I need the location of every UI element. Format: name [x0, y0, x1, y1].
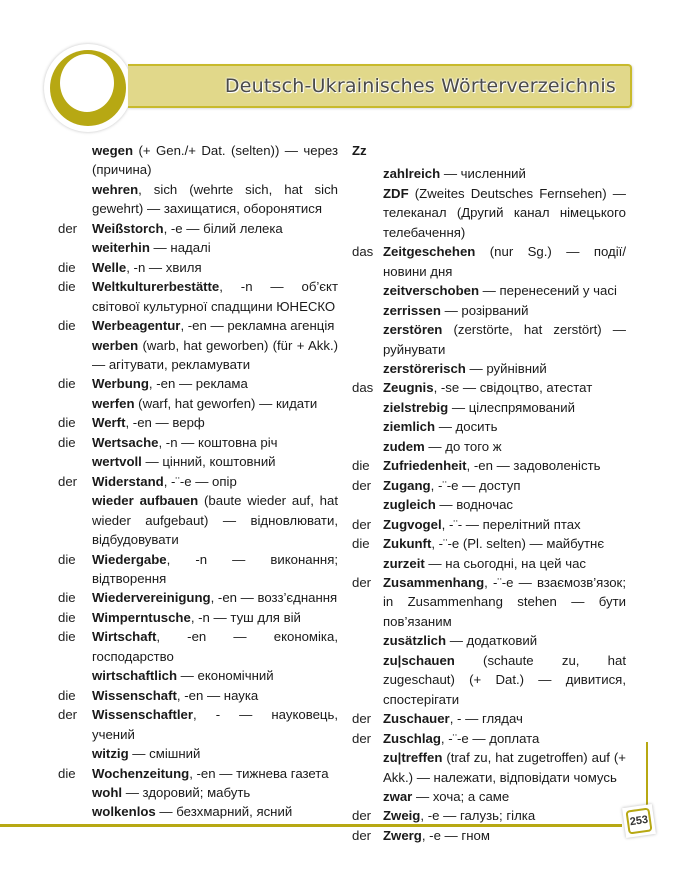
entry-headword: Werbung	[92, 376, 149, 392]
entry-article	[58, 744, 92, 763]
entry-article: der	[58, 707, 78, 723]
dictionary-entry	[58, 744, 338, 763]
dictionary-entry	[352, 826, 626, 845]
entry-body	[92, 374, 338, 393]
entry-body	[383, 554, 626, 573]
dictionary-entry	[352, 184, 626, 242]
entry-headword: zudem	[383, 438, 425, 454]
entry-body	[383, 456, 626, 475]
dictionary-entry	[58, 491, 338, 549]
entry-body	[383, 417, 626, 436]
entry-article	[58, 452, 92, 471]
entry-body	[92, 472, 338, 491]
entry-headword: Weltkulturerbestätte	[92, 279, 220, 295]
entry-body	[92, 141, 338, 180]
entry-headword: wegen	[92, 143, 134, 158]
entry-body	[383, 184, 626, 242]
entry-headword: Wertsache	[92, 434, 159, 450]
entry-article	[352, 631, 383, 650]
entry-definition: , -¨- — перелітний птах	[441, 516, 581, 532]
entry-definition: , - — глядач	[449, 711, 523, 727]
entry-headword: Zeugnis	[383, 380, 434, 396]
entry-body	[92, 238, 338, 257]
entry-article: die	[58, 687, 76, 703]
entry-definition: — додатковий	[446, 633, 538, 649]
entry-article	[58, 141, 92, 180]
entry-definition: , -se — свідоцтво, атестат	[433, 380, 593, 396]
dictionary-entry	[352, 281, 626, 300]
right-column	[352, 141, 626, 845]
entry-definition: , sich (wehrte sich, hat sich gewehrt) — захищатися, оборонятися	[92, 181, 338, 217]
entry-headword: Werft	[92, 415, 126, 431]
entry-body	[92, 394, 338, 413]
entry-article	[58, 238, 92, 257]
entry-headword: Zusammenhang	[383, 574, 485, 590]
entry-headword: Werbeagentur	[92, 318, 181, 334]
entry-headword: Wissenschaft	[92, 687, 177, 703]
dictionary-entry	[352, 320, 626, 359]
entry-definition: (Zweites Deutsches Fernsehen) — телеканал (Другий канал німецького телебачення)	[383, 185, 626, 240]
entry-definition: — цілеспрямований	[448, 399, 575, 415]
entry-definition: , -en — возз’єднання	[210, 590, 338, 606]
entry-body	[92, 627, 338, 666]
entry-body	[383, 534, 626, 553]
entry-article: die	[58, 318, 76, 334]
entry-headword: Weißstorch	[92, 220, 164, 236]
entry-body	[383, 281, 626, 300]
entry-definition: , -en — наука	[176, 687, 259, 703]
entry-definition: (schaute zu, hat zugeschaut) (+ Dat.) — дивитися, спостерігати	[383, 652, 626, 707]
dictionary-entry	[352, 359, 626, 378]
dictionary-entry	[58, 336, 338, 375]
dictionary-entry	[58, 686, 338, 705]
entry-definition: , -¨-e — взаємозв’язок; in Zusammenhang stehen — бути пов’язаним	[383, 574, 626, 629]
dictionary-entry	[352, 242, 626, 281]
entry-article: das	[352, 244, 374, 260]
entry-body	[383, 320, 626, 359]
entry-definition: , -n — коштовна річ	[158, 434, 278, 450]
entry-article	[352, 398, 383, 417]
dictionary-entry	[352, 748, 626, 787]
entry-headword: ZDF	[383, 185, 409, 201]
entry-article	[352, 281, 383, 300]
entry-headword: werben	[92, 337, 139, 353]
entry-headword: zerrissen	[383, 302, 441, 318]
entry-definition: , -¨-e — доступ	[430, 477, 521, 493]
entry-body	[92, 666, 338, 685]
entry-definition: — цінний, коштовний	[141, 454, 276, 470]
entry-headword: Zwerg	[383, 827, 422, 843]
entry-definition: , -en — верф	[125, 415, 205, 431]
entry-definition: (nur Sg.) — події/новини дня	[383, 244, 626, 279]
entry-article: der	[352, 516, 372, 532]
entry-definition: — водночас	[435, 497, 514, 513]
dictionary-entry	[58, 627, 338, 666]
entry-body	[383, 398, 626, 417]
entry-body	[92, 180, 338, 219]
dictionary-entry	[58, 666, 338, 685]
entry-definition: — розірваний	[440, 302, 529, 318]
entry-body	[92, 744, 338, 763]
entry-body	[92, 413, 338, 432]
page-number: 253	[625, 807, 652, 834]
entry-definition: — руйнівний	[465, 360, 547, 376]
dictionary-entry	[58, 550, 338, 589]
dictionary-entry	[58, 452, 338, 471]
dictionary-entry	[352, 787, 626, 806]
entry-body	[92, 219, 338, 238]
entry-headword: Zugvogel	[383, 516, 442, 532]
entry-body	[92, 588, 338, 607]
entry-headword: Wissenschaftler	[92, 707, 194, 723]
entry-definition: , - — науковець, учений	[92, 707, 338, 742]
entry-headword: wolkenlos	[92, 804, 156, 820]
dictionary-entry	[58, 316, 338, 335]
dictionary-entry	[352, 709, 626, 728]
entry-headword: Zugang	[383, 477, 431, 493]
entry-definition: (traf zu, hat zugetroffen) auf (+ Akk.) — належати, відповідати чомусь	[383, 750, 626, 785]
entry-headword: Wirtschaft	[92, 629, 157, 645]
entry-article: die	[58, 609, 76, 625]
header-bar	[128, 64, 632, 108]
entry-definition: , -en — задоволеність	[466, 458, 601, 474]
entry-definition: (zerstörte, hat zerstört) — руйнувати	[383, 322, 626, 357]
entry-definition: (warb, hat geworben) (für + Akk.) — агітувати, рекламувати	[92, 337, 338, 372]
entry-body	[92, 433, 338, 452]
right-entries	[352, 164, 626, 845]
dictionary-entry	[58, 374, 338, 393]
entry-body	[383, 573, 626, 631]
entry-article: der	[58, 473, 78, 489]
entry-headword: zahlreich	[383, 166, 441, 182]
dictionary-entry	[58, 588, 338, 607]
entry-headword: werfen	[92, 395, 135, 411]
entry-article: die	[58, 629, 76, 645]
entry-body	[92, 277, 338, 316]
entry-headword: Zweig	[383, 808, 421, 824]
entry-body	[92, 802, 338, 821]
entry-article	[352, 184, 383, 242]
entry-definition: , -¨-e — доплата	[440, 730, 540, 746]
entry-body	[92, 452, 338, 471]
entry-headword: zerstören	[383, 322, 443, 338]
entry-headword: wirtschaftlich	[92, 668, 178, 684]
dictionary-entry	[58, 180, 338, 219]
entry-body	[92, 316, 338, 335]
entry-body	[92, 336, 338, 375]
entry-body	[92, 258, 338, 277]
entry-definition: , -n — об’єкт світової культурної спадщини ЮНЕСКО	[92, 279, 338, 314]
entry-headword: Wimperntusche	[92, 609, 191, 625]
entry-definition: (+ Gen./+ Dat. (selten)) — через (причина)	[92, 143, 338, 178]
dictionary-entry	[352, 164, 626, 183]
entry-headword: zusätzlich	[383, 633, 447, 649]
entry-article: das	[352, 380, 374, 396]
crescent-ring-icon	[50, 50, 126, 126]
entry-headword: Welle	[92, 259, 127, 275]
entry-body	[383, 495, 626, 514]
dictionary-entry	[352, 651, 626, 709]
entry-definition: , -¨-e — опір	[163, 473, 237, 489]
entry-article: der	[352, 827, 372, 843]
entry-definition: — надалі	[149, 240, 211, 256]
entry-article: die	[58, 376, 76, 392]
entry-definition: , -n — туш для вій	[190, 609, 301, 625]
entry-headword: wohl	[92, 784, 123, 800]
entry-body	[383, 378, 626, 397]
entry-definition: , -en — реклама	[148, 376, 248, 392]
dictionary-entry	[352, 437, 626, 456]
dictionary-entry	[58, 394, 338, 413]
entry-definition: (baute wieder auf, hat wieder aufgebaut) — відновлювати, відбудовувати	[92, 493, 338, 548]
entry-headword: Widerstand	[92, 473, 164, 489]
entry-body	[92, 705, 338, 744]
entry-article	[58, 394, 92, 413]
entry-body	[92, 764, 338, 783]
entry-article: die	[352, 536, 370, 552]
entry-article	[352, 417, 383, 436]
entry-body	[383, 631, 626, 650]
footer-vertical-rule	[646, 742, 648, 812]
entry-definition: — перенесений у часі	[479, 283, 617, 299]
dictionary-entry	[58, 433, 338, 452]
entry-definition: — економічний	[177, 668, 274, 684]
entry-headword: zeitverschoben	[383, 283, 480, 299]
page-number-badge	[622, 804, 656, 838]
entry-article: der	[352, 711, 372, 727]
entry-article: der	[352, 477, 372, 493]
entry-definition: , -en — рекламна агенція	[180, 318, 335, 334]
dictionary-entry	[352, 729, 626, 748]
entry-body	[92, 686, 338, 705]
dictionary-entry	[58, 141, 338, 180]
entry-body	[383, 242, 626, 281]
entry-headword: zu|treffen	[383, 750, 443, 766]
entry-article: die	[58, 259, 76, 275]
entry-article	[58, 802, 92, 821]
entry-article	[352, 164, 383, 183]
entry-definition: , -e — галузь; гілка	[420, 808, 536, 824]
dictionary-entry	[58, 608, 338, 627]
entry-definition: — здоровий; мабуть	[122, 784, 251, 800]
dictionary-entry	[352, 417, 626, 436]
dictionary-entry	[58, 258, 338, 277]
entry-article: die	[58, 279, 76, 295]
entry-article	[352, 320, 383, 359]
footer-horizontal-rule	[0, 824, 622, 827]
dictionary-entry	[352, 456, 626, 475]
entry-definition: — хоча; а саме	[412, 788, 510, 804]
entry-headword: wieder aufbauen	[92, 493, 199, 509]
entry-body	[383, 748, 626, 787]
entry-body	[383, 709, 626, 728]
entry-headword: Wiedergabe	[92, 551, 167, 567]
entry-definition: , -en — економіка, господарство	[92, 629, 338, 664]
entry-headword: Wiedervereinigung	[92, 590, 211, 606]
dictionary-entry	[352, 476, 626, 495]
dictionary-entry	[58, 472, 338, 491]
entry-body	[92, 550, 338, 589]
dictionary-entry	[352, 573, 626, 631]
left-column	[58, 141, 338, 822]
entry-definition: — до того ж	[424, 438, 502, 454]
dictionary-entry	[352, 495, 626, 514]
dictionary-entry	[58, 219, 338, 238]
entry-article	[352, 787, 383, 806]
entry-body	[383, 806, 626, 825]
entry-article	[352, 301, 383, 320]
entry-headword: wehren	[92, 181, 139, 197]
letter-heading: Zz	[352, 143, 367, 158]
entry-body	[383, 651, 626, 709]
entry-article: der	[352, 574, 372, 590]
dictionary-entry	[352, 534, 626, 553]
entry-article	[352, 359, 383, 378]
entry-article	[58, 783, 92, 802]
entry-headword: zerstörerisch	[383, 360, 466, 376]
entry-headword: zurzeit	[383, 555, 425, 571]
entry-body	[383, 164, 626, 183]
entry-headword: Zuschlag	[383, 730, 441, 746]
chapter-logo	[44, 44, 132, 132]
dictionary-entry	[58, 802, 338, 821]
dictionary-entry	[352, 554, 626, 573]
entry-headword: weiterhin	[92, 240, 150, 256]
entry-headword: zielstrebig	[383, 399, 449, 415]
entry-article	[58, 491, 92, 549]
entry-headword: zwar	[383, 788, 413, 804]
entry-body	[92, 608, 338, 627]
entry-definition: — безхмарний, ясний	[155, 804, 293, 820]
entry-article	[352, 495, 383, 514]
entry-headword: wertvoll	[92, 454, 142, 470]
entry-body	[92, 783, 338, 802]
entry-definition: , -e — білий лелека	[163, 220, 283, 236]
dictionary-entry	[58, 413, 338, 432]
page-title: Deutsch-Ukrainisches Wörterverzeichnis	[224, 75, 616, 97]
dictionary-entry	[352, 806, 626, 825]
crescent-hole	[60, 54, 114, 112]
entry-body	[383, 476, 626, 495]
entry-article: der	[352, 730, 372, 746]
entry-headword: Zeitgeschehen	[383, 244, 476, 260]
entry-definition: , -e — гном	[421, 827, 490, 843]
entry-article	[58, 180, 92, 219]
entry-headword: Zukunft	[383, 536, 432, 552]
entry-article: die	[58, 415, 76, 431]
entry-article: die	[58, 765, 76, 781]
entry-article	[58, 666, 92, 685]
dictionary-entry	[58, 238, 338, 257]
dictionary-entry	[58, 783, 338, 802]
entry-article: der	[58, 220, 78, 236]
entry-definition: (warf, hat geworfen) — кидати	[134, 395, 318, 411]
dictionary-entry	[352, 515, 626, 534]
entry-definition: , -¨-e (Pl. selten) — майбутнє	[431, 536, 605, 552]
entry-body	[383, 826, 626, 845]
entry-headword: Zuschauer	[383, 711, 450, 727]
dictionary-entry	[352, 631, 626, 650]
entry-article: der	[352, 808, 372, 824]
entry-definition: — досить	[435, 419, 498, 435]
entry-body	[92, 491, 338, 549]
entry-body	[383, 437, 626, 456]
entry-body	[383, 787, 626, 806]
entry-article	[352, 554, 383, 573]
entry-body	[383, 515, 626, 534]
dictionary-entry	[58, 764, 338, 783]
entry-article	[352, 437, 383, 456]
entry-headword: zugleich	[383, 497, 436, 513]
entry-definition: — на сьогодні, на цей час	[424, 555, 587, 571]
entry-article: die	[58, 590, 76, 606]
dictionary-entry	[352, 398, 626, 417]
entry-definition: — смішний	[128, 746, 201, 762]
entry-article: die	[352, 458, 370, 474]
dictionary-entry	[352, 301, 626, 320]
entry-article: die	[58, 551, 76, 567]
entry-headword: Wochenzeitung	[92, 765, 190, 781]
entry-body	[383, 359, 626, 378]
entry-headword: Zufriedenheit	[383, 458, 467, 474]
dictionary-entry	[58, 705, 338, 744]
entry-article	[352, 748, 383, 787]
dictionary-entry	[58, 277, 338, 316]
entry-article	[58, 336, 92, 375]
entry-definition: — численний	[440, 166, 526, 182]
entry-body	[383, 729, 626, 748]
entry-definition: , -n — хвиля	[126, 259, 202, 275]
dictionary-entry	[352, 378, 626, 397]
entry-article	[352, 651, 383, 709]
entry-headword: ziemlich	[383, 419, 436, 435]
entry-headword: witzig	[92, 746, 129, 762]
entry-definition: , -n — виконання; відтворення	[92, 551, 338, 586]
entry-article: die	[58, 434, 76, 450]
entry-definition: , -en — тижнева газета	[189, 765, 329, 781]
entry-headword: zu|schauen	[383, 652, 455, 668]
entry-body	[383, 301, 626, 320]
